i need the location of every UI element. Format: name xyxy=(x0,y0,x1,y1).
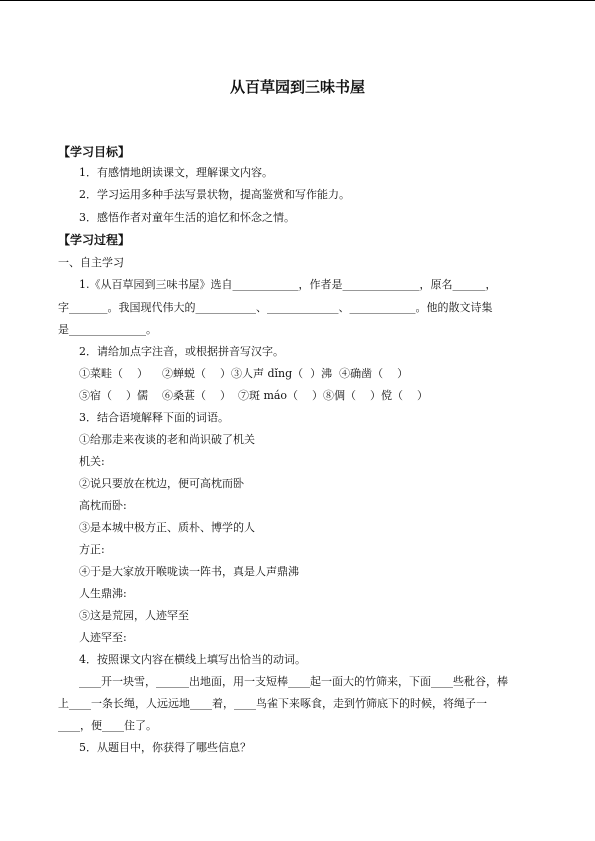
goal-item: 2．学习运用多种手法写景状物，提高鉴赏和写作能力。 xyxy=(79,188,350,201)
term-label: 人迹罕至: xyxy=(79,631,127,644)
context-sentence: ②说只要放在枕边，便可高枕而卧 xyxy=(79,477,244,490)
pinyin-line: ⑤宿（ ）儒 ⑥桑葚（ ） ⑦斑 máo（ ）⑧倜（ ）傥（ ） xyxy=(79,389,429,402)
context-sentence: ④于是大家放开喉咙读一阵书，真是人声鼎沸 xyxy=(79,565,299,578)
goal-item: 3．感悟作者对童年生活的追忆和怀念之情。 xyxy=(79,211,295,224)
goals-heading: 【学习目标】 xyxy=(58,145,131,159)
question: 4．按照课文内容在横线上填写出恰当的动词。 xyxy=(79,653,306,666)
process-heading: 【学习过程】 xyxy=(58,233,131,247)
question: 5．从题目中，你获得了哪些信息？ xyxy=(79,741,251,754)
term-label: 方正: xyxy=(79,543,105,556)
fill-in-line: 字_______。我国现代伟大的___________、_____________、____________。他的散文诗集 xyxy=(58,301,493,314)
fill-in-line: ____，便____住了。 xyxy=(58,719,157,732)
context-sentence: ③是本城中极方正、质朴、博学的人 xyxy=(79,521,255,534)
section-subheading: 一、自主学习 xyxy=(58,256,124,269)
question: 3．结合语境解释下面的词语。 xyxy=(79,411,229,424)
goal-item: 1．有感情地朗读课文，理解课文内容。 xyxy=(79,166,273,179)
fill-in-line: 1.《从百草园到三味书屋》选自____________，作者是______________，原名______， xyxy=(79,278,497,291)
top-rule xyxy=(0,0,595,1)
context-sentence: ⑤这是荒园，人迹罕至 xyxy=(79,609,189,622)
fill-in-line: 上____一条长绳，人远远地____着，____鸟雀下来啄食，走到竹筛底下的时候，将绳子一 xyxy=(58,697,487,710)
page-title: 从百草园到三味书屋 xyxy=(229,78,365,96)
pinyin-line: ①菜畦（ ） ②蝉蜕（ ）③人声 dǐng（ ）沸 ④确凿（ ） xyxy=(79,367,409,380)
term-label: 高枕而卧: xyxy=(79,499,127,512)
fill-in-line: ____开一块雪，______出地面，用一支短棒____起一面大的竹筛来，下面____些秕谷，棒 xyxy=(79,675,508,688)
term-label: 机关: xyxy=(79,455,105,468)
fill-in-line: 是______________。 xyxy=(58,323,157,336)
term-label: 人生鼎沸: xyxy=(79,587,127,600)
question: 2．请给加点字注音，或根据拼音写汉字。 xyxy=(79,345,284,358)
context-sentence: ①给那走来夜谈的老和尚识破了机关 xyxy=(79,433,255,446)
